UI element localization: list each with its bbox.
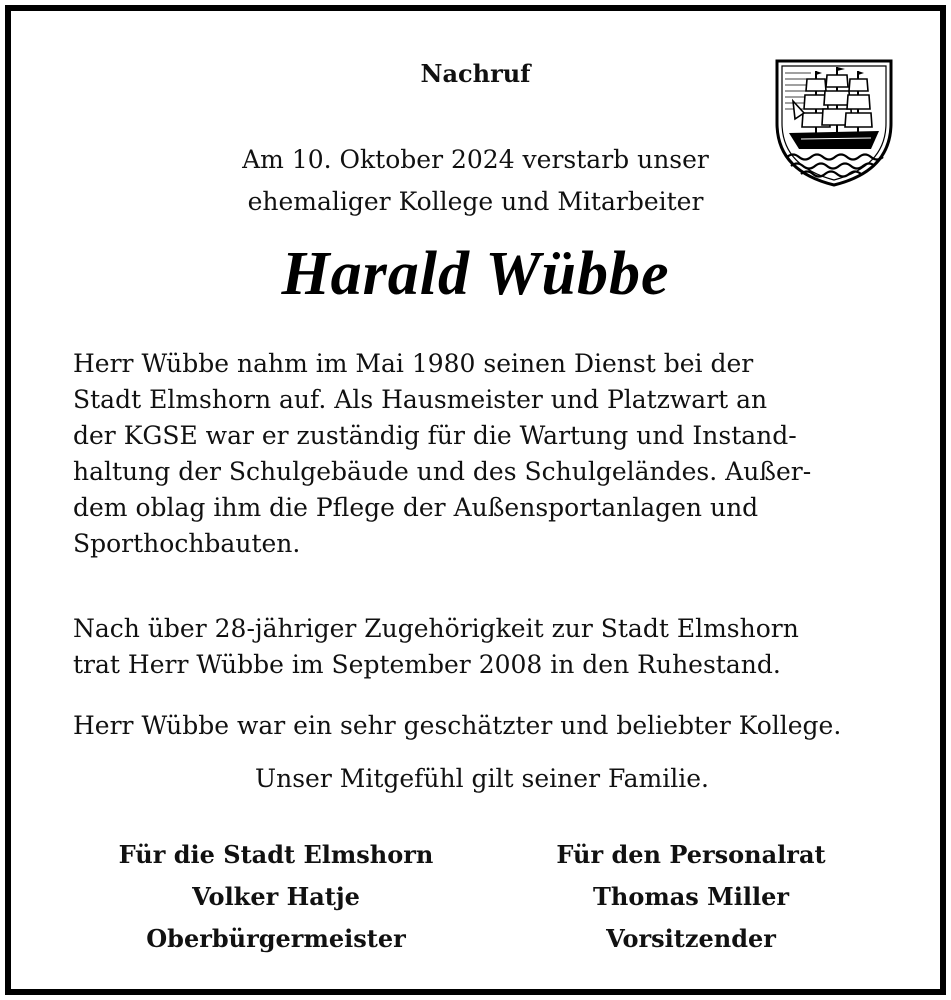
signature-city <box>66 834 486 960</box>
paragraph-line: Unser Mitgefühl gilt seiner Familie. <box>255 764 709 793</box>
intro-line: ehemaliger Kollege und Mitarbeiter <box>247 187 704 216</box>
paragraph-line: dem oblag ihm die Pflege der Außensportanlagen und <box>73 493 759 522</box>
signature-block <box>71 834 893 964</box>
intro-line: Am 10. Oktober 2024 verstarb unser <box>242 145 709 174</box>
notice-heading: Nachruf <box>420 59 531 88</box>
deceased-name: Harald Wübbe <box>281 240 670 308</box>
paragraph-line: Sporthochbauten. <box>73 529 301 558</box>
signature-person: Thomas Miller <box>593 882 789 911</box>
obituary-notice <box>5 5 946 995</box>
paragraph-line: Herr Wübbe war ein sehr geschätzter und beliebter Kollege. <box>73 711 842 740</box>
signature-org: Für die Stadt Elmshorn <box>118 840 434 869</box>
paragraph-line: Stadt Elmshorn auf. Als Hausmeister und Platzwart an <box>73 385 768 414</box>
paragraph-retirement <box>73 611 891 683</box>
signature-title: Oberbürgermeister <box>146 924 406 953</box>
signature-staff-council <box>481 834 901 960</box>
paragraph-line: haltung der Schulgebäude und des Schulgeländes. Außer- <box>73 457 812 486</box>
signature-org: Für den Personalrat <box>556 840 826 869</box>
paragraph-condolence <box>73 761 891 797</box>
signature-title: Vorsitzender <box>606 924 776 953</box>
paragraph-line: Herr Wübbe nahm im Mai 1980 seinen Dienst bei der <box>73 349 754 378</box>
paragraph-career <box>73 346 891 562</box>
paragraph-appreciation <box>73 708 891 744</box>
paragraph-line: der KGSE war er zuständig für die Wartung und Instand- <box>73 421 797 450</box>
paragraph-line: Nach über 28-jähriger Zugehörigkeit zur Stadt Elmshorn <box>73 614 799 643</box>
intro-text <box>131 139 820 223</box>
signature-person: Volker Hatje <box>192 882 360 911</box>
paragraph-line: trat Herr Wübbe im September 2008 in den Ruhestand. <box>73 650 781 679</box>
